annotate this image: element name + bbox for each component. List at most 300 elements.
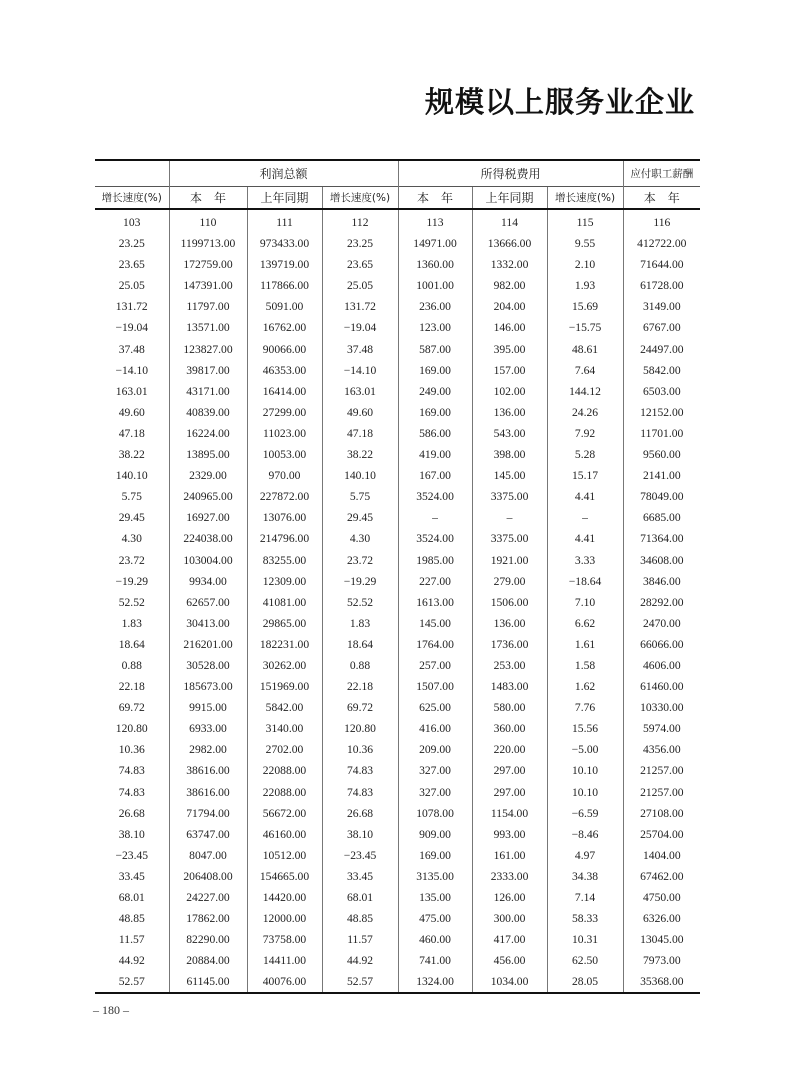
table-row [95,718,700,739]
table-cell: 163.01 [115,384,148,398]
table-cell: 257.00 [398,655,472,676]
table-row [95,803,700,824]
column-code: 116 [623,209,700,233]
table-cell: 4.41 [547,486,623,507]
table-row [95,571,700,592]
table-cell: 3149.00 [623,296,700,317]
table-row [95,782,700,803]
table-cell: 3524.00 [398,486,472,507]
table-row [95,486,700,507]
table-cell: – [398,507,472,528]
table-cell: 4.30 [121,532,142,546]
table-cell: 68.01 [322,887,398,908]
table-cell: 40839.00 [169,402,247,423]
table-cell: 7.92 [547,423,623,444]
table-cell: – [472,507,547,528]
table-row [95,465,700,486]
table-cell: 1.83 [121,616,142,630]
table-cell: −6.59 [547,803,623,824]
table-cell: 412722.00 [623,233,700,254]
table-cell: 1324.00 [398,971,472,993]
table-cell: 1736.00 [472,634,547,655]
table-cell: 227.00 [398,571,472,592]
table-cell: 0.88 [322,655,398,676]
table-cell: 5091.00 [247,296,322,317]
table-cell: 1.83 [322,613,398,634]
table-cell: 4.41 [547,528,623,549]
table-cell: 41081.00 [247,592,322,613]
table-cell: 172759.00 [169,254,247,275]
table-row [95,339,700,360]
table-cell: 5.28 [547,444,623,465]
table-cell: 26.68 [322,803,398,824]
table-cell: 48.61 [547,339,623,360]
table-cell: 6685.00 [623,507,700,528]
table-cell: 216201.00 [169,634,247,655]
table-cell: 123827.00 [169,339,247,360]
table-cell: 120.80 [322,718,398,739]
table-cell: 3524.00 [398,528,472,549]
table-cell: 30413.00 [169,613,247,634]
table-cell: 625.00 [398,697,472,718]
table-cell: 12152.00 [623,402,700,423]
column-code: 114 [472,209,547,233]
table-cell: 909.00 [398,824,472,845]
table-cell: 993.00 [472,824,547,845]
table-cell: 2470.00 [623,613,700,634]
table-cell: 169.00 [398,402,472,423]
table-cell: 123.00 [398,317,472,338]
table-cell: 30262.00 [247,655,322,676]
table-cell: 9934.00 [169,571,247,592]
table-row [95,655,700,676]
table-cell: 38616.00 [169,760,247,781]
column-code: 110 [169,209,247,233]
table-cell: 13045.00 [623,929,700,950]
table-cell: 15.69 [547,296,623,317]
column-header: 本 年 [398,187,472,210]
table-cell: 29.45 [118,511,145,525]
column-code: 115 [547,209,623,233]
table-cell: 297.00 [472,760,547,781]
table-cell: 16927.00 [169,507,247,528]
table-cell: 1332.00 [472,254,547,275]
table-cell: 13076.00 [247,507,322,528]
table-row [95,824,700,845]
table-cell: 4.30 [322,528,398,549]
table-cell: 249.00 [398,381,472,402]
column-header: 增长速度(%) [322,187,398,210]
table-cell: 7.14 [547,887,623,908]
table-cell: 37.48 [322,339,398,360]
column-code-row [95,209,700,233]
table-cell: 68.01 [118,891,145,904]
table-cell: 69.72 [118,701,145,715]
table-cell: 1506.00 [472,592,547,613]
table-cell: 38.10 [118,827,145,841]
table-cell: 131.72 [322,296,398,317]
table-cell: 327.00 [398,782,472,803]
table-cell: 7973.00 [623,950,700,971]
table-cell: 297.00 [472,782,547,803]
table-cell: 1199713.00 [169,233,247,254]
table-cell: 69.72 [322,697,398,718]
table-row [95,866,700,887]
table-cell: 157.00 [472,360,547,381]
table-cell: 1985.00 [398,550,472,571]
table-cell: 2329.00 [169,465,247,486]
table-cell: 83255.00 [247,550,322,571]
table-cell: 3375.00 [472,486,547,507]
table-cell: 7.64 [547,360,623,381]
table-cell: 29865.00 [247,613,322,634]
table-cell: 30528.00 [169,655,247,676]
table-cell: 23.72 [322,550,398,571]
table-cell: 24227.00 [169,887,247,908]
table-cell: 23.65 [118,258,145,272]
table-cell: 460.00 [398,929,472,950]
table-cell: 5842.00 [623,360,700,381]
table-cell: 16762.00 [247,317,322,338]
table-cell: 13895.00 [169,444,247,465]
table-cell: 185673.00 [169,676,247,697]
table-cell: 135.00 [398,887,472,908]
table-cell: −18.64 [547,571,623,592]
table-cell: 22.18 [118,680,145,694]
table-cell: 12000.00 [247,908,322,929]
table-cell: 6326.00 [623,908,700,929]
table-row [95,550,700,571]
table-cell: 90066.00 [247,339,322,360]
table-cell: 27299.00 [247,402,322,423]
table-cell: 0.88 [121,658,142,672]
table-cell: 25.05 [322,275,398,296]
group-header-profit-total: 利润总额 [169,160,398,187]
table-cell: 151969.00 [247,676,322,697]
table-cell: 13666.00 [472,233,547,254]
table-cell: 1404.00 [623,845,700,866]
table-cell: 78049.00 [623,486,700,507]
table-cell: 21257.00 [623,782,700,803]
table-cell: 10.10 [547,782,623,803]
column-code: 103 [123,216,141,229]
table-cell: 167.00 [398,465,472,486]
table-row [95,444,700,465]
table-row [95,845,700,866]
table-cell: 23.72 [118,553,145,567]
table-cell: 33.45 [322,866,398,887]
table-cell: 970.00 [247,465,322,486]
table-cell: 741.00 [398,950,472,971]
table-cell: 117866.00 [247,275,322,296]
table-cell: 220.00 [472,739,547,760]
table-cell: 1154.00 [472,803,547,824]
table-row [95,929,700,950]
table-row [95,613,700,634]
table-cell: 395.00 [472,339,547,360]
table-cell: 224038.00 [169,528,247,549]
table-cell: 23.25 [118,237,145,251]
table-row [95,296,700,317]
table-cell: 1.61 [547,634,623,655]
table-cell: 982.00 [472,275,547,296]
table-cell: 136.00 [472,613,547,634]
table-cell: 543.00 [472,423,547,444]
table-cell: 24.26 [547,402,623,423]
table-cell: 47.18 [118,426,145,440]
table-cell: 3140.00 [247,718,322,739]
table-cell: 10512.00 [247,845,322,866]
table-cell: 144.12 [547,381,623,402]
table-cell: 5842.00 [247,697,322,718]
table-cell: 10.36 [322,739,398,760]
table-cell: 13571.00 [169,317,247,338]
table-cell: 15.56 [547,718,623,739]
table-cell: 49.60 [118,405,145,419]
table-cell: 12309.00 [247,571,322,592]
table-cell: 4606.00 [623,655,700,676]
table-row [95,381,700,402]
column-header: 增长速度(%) [547,187,623,210]
table-cell: 419.00 [398,444,472,465]
table-cell: 47.18 [322,423,398,444]
table-cell: 973433.00 [247,233,322,254]
table-cell: 154665.00 [247,866,322,887]
table-cell: 7.76 [547,697,623,718]
table-cell: 6933.00 [169,718,247,739]
table-cell: 18.64 [322,634,398,655]
table-cell: 1.58 [547,655,623,676]
table-cell: 9.55 [547,233,623,254]
table-cell: 46160.00 [247,824,322,845]
table-cell: 398.00 [472,444,547,465]
table-cell: 2.10 [547,254,623,275]
table-cell: 253.00 [472,655,547,676]
table-cell: 44.92 [322,950,398,971]
statistics-table [95,159,700,994]
table-cell: 475.00 [398,908,472,929]
table-cell: 1360.00 [398,254,472,275]
table-cell: 62657.00 [169,592,247,613]
table-cell: 8047.00 [169,845,247,866]
table-cell: 74.83 [322,782,398,803]
table-cell: 3846.00 [623,571,700,592]
table-cell: 5.75 [121,490,142,504]
table-row [95,739,700,760]
table-cell: 214796.00 [247,528,322,549]
table-row [95,275,700,296]
table-cell: 61728.00 [623,275,700,296]
table-cell: 38.22 [322,444,398,465]
table-cell: 71644.00 [623,254,700,275]
table-cell: 10053.00 [247,444,322,465]
table-cell: 103004.00 [169,550,247,571]
table-cell: 52.57 [95,971,169,993]
table-cell: 102.00 [472,381,547,402]
page-title: 规模以上服务业企业 [424,85,695,119]
table-cell: 580.00 [472,697,547,718]
table-cell: 300.00 [472,908,547,929]
group-header-income-tax: 所得税费用 [398,160,623,187]
table-row [95,528,700,549]
table-cell: 28292.00 [623,592,700,613]
table-cell: 1483.00 [472,676,547,697]
table-cell: 416.00 [398,718,472,739]
table-cell: 15.17 [547,465,623,486]
table-cell: 3375.00 [472,528,547,549]
table-cell: 10.31 [547,929,623,950]
table-row [95,254,700,275]
table-cell: 38.22 [118,448,145,462]
table-cell: 27108.00 [623,803,700,824]
table-cell: 44.92 [118,954,145,968]
table-cell: 52.52 [118,595,145,609]
table-cell: 120.80 [115,722,148,736]
table-row [95,317,700,338]
table-cell: 38616.00 [169,782,247,803]
table-row [95,360,700,381]
table-cell: 4356.00 [623,739,700,760]
table-cell: 73758.00 [247,929,322,950]
table-cell: 21257.00 [623,760,700,781]
table-cell: 227872.00 [247,486,322,507]
table-cell: 18.64 [118,637,145,651]
table-cell: −15.75 [547,317,623,338]
table-cell: 1.62 [547,676,623,697]
table-cell: 1921.00 [472,550,547,571]
table-cell: 56672.00 [247,803,322,824]
table-cell: 1078.00 [398,803,472,824]
table-cell: 20884.00 [169,950,247,971]
table-cell: 61460.00 [623,676,700,697]
column-header: 本 年 [169,187,247,210]
table-row [95,423,700,444]
table-cell: 10330.00 [623,697,700,718]
table-cell: 456.00 [472,950,547,971]
table-cell: 6.62 [547,613,623,634]
table-cell: 16224.00 [169,423,247,444]
table-cell: 2141.00 [623,465,700,486]
table-cell: 48.85 [118,912,145,926]
table-cell: 9915.00 [169,697,247,718]
table-cell: 4750.00 [623,887,700,908]
table-cell: 1034.00 [472,971,547,993]
column-code: 112 [322,209,398,233]
table-row [95,676,700,697]
table-cell: 66066.00 [623,634,700,655]
table-cell: −14.10 [115,363,149,377]
table-cell: −23.45 [115,848,149,862]
table-cell: 39817.00 [169,360,247,381]
table-cell: 62.50 [547,950,623,971]
column-code: 111 [247,209,322,233]
table-cell: 145.00 [472,465,547,486]
table-cell: 52.57 [322,971,398,993]
table-cell: −19.29 [322,571,398,592]
table-row [95,233,700,254]
table-cell: 3.33 [547,550,623,571]
table-cell: 26.68 [118,806,145,820]
table-cell: 131.72 [115,300,148,314]
table-cell: −14.10 [322,360,398,381]
table-cell: 139719.00 [247,254,322,275]
table-cell: 46353.00 [247,360,322,381]
table-cell: 25704.00 [623,824,700,845]
table-cell: 63747.00 [169,824,247,845]
table-cell: 43171.00 [169,381,247,402]
table-cell: 82290.00 [169,929,247,950]
column-header: 本 年 [623,187,700,210]
table-cell: 240965.00 [169,486,247,507]
table-row [95,402,700,423]
table-cell: 11.57 [118,933,145,947]
table-cell: 58.33 [547,908,623,929]
table-cell: 147391.00 [169,275,247,296]
table-cell: 52.52 [322,592,398,613]
table-cell: 34.38 [547,866,623,887]
table-cell: 586.00 [398,423,472,444]
table-row [95,697,700,718]
table-cell: 23.65 [322,254,398,275]
table-cell: 182231.00 [247,634,322,655]
table-cell: 67462.00 [623,866,700,887]
table-cell: 38.10 [322,824,398,845]
table-row [95,971,700,993]
table-row [95,760,700,781]
table-cell: 327.00 [398,760,472,781]
sub-header-row [95,187,700,210]
table-cell: 16414.00 [247,381,322,402]
table-body [95,209,700,993]
table-cell: 145.00 [398,613,472,634]
table-cell: 25.05 [118,279,145,293]
column-header: 上年同期 [472,187,547,210]
table-cell: 11797.00 [169,296,247,317]
table-cell: 10.10 [547,760,623,781]
table-cell: 35368.00 [623,971,700,993]
group-header-payroll-payable: 应付职工薪酬 [623,160,700,187]
table-cell: 126.00 [472,887,547,908]
table-cell: 11701.00 [623,423,700,444]
table-cell: 1001.00 [398,275,472,296]
table-cell: 587.00 [398,339,472,360]
table-row [95,634,700,655]
table-cell: 74.83 [118,764,145,778]
table-cell: 74.83 [322,760,398,781]
table-cell: 5.75 [322,486,398,507]
table-cell: 2982.00 [169,739,247,760]
table-cell: 71364.00 [623,528,700,549]
table-cell: 17862.00 [169,908,247,929]
table-cell: 11.57 [322,929,398,950]
table-cell: 14411.00 [247,950,322,971]
table-cell: 140.10 [322,465,398,486]
table-cell: 37.48 [118,342,145,356]
table-cell: 34608.00 [623,550,700,571]
table-cell: 74.83 [118,785,145,799]
column-header: 上年同期 [247,187,322,210]
table-cell: 1.93 [547,275,623,296]
table-cell: 3135.00 [398,866,472,887]
table-cell: 136.00 [472,402,547,423]
table-cell: 40076.00 [247,971,322,993]
table-cell: 22.18 [322,676,398,697]
table-cell: 49.60 [322,402,398,423]
column-code: 113 [398,209,472,233]
table-cell: 28.05 [547,971,623,993]
table-cell: 61145.00 [169,971,247,993]
table-cell: 6503.00 [623,381,700,402]
